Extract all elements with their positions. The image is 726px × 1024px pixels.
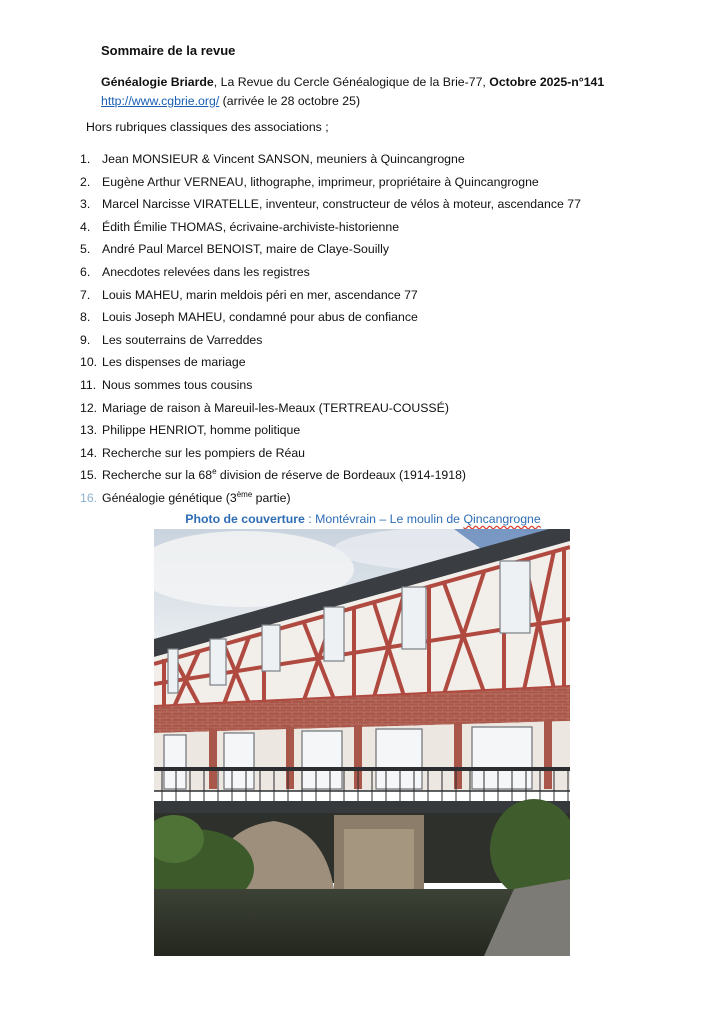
toc-item-text (102, 487, 291, 510)
toc-item (0, 419, 700, 442)
caption-text: : Montévrain – Le moulin de (304, 512, 464, 526)
toc-item (0, 442, 700, 465)
toc-item-number: 5. (80, 242, 91, 257)
toc-item (0, 216, 700, 239)
superscript: e (212, 467, 217, 477)
toc-item-number: 15. (80, 468, 98, 483)
toc-item (0, 193, 700, 216)
toc-item-text: Philippe HENRIOT, homme politique (102, 423, 301, 438)
toc-item-text: Les souterrains de Varreddes (102, 332, 263, 347)
toc-item-number: 16. (80, 490, 98, 505)
toc-item-text: Les dispenses de mariage (102, 355, 246, 370)
toc-item-number: 4. (80, 219, 91, 234)
toc-item (0, 351, 700, 374)
toc-item (0, 374, 700, 397)
toc-item-text: Louis Joseph MAHEU, condamné pour abus de confiance (102, 310, 418, 325)
superscript: ème (236, 489, 253, 499)
toc-item-text: Marcel Narcisse VIRATELLE, inventeur, constructeur de vélos à moteur, ascendance 77 (102, 197, 581, 212)
toc-item (0, 329, 700, 352)
toc-item (0, 171, 700, 194)
toc-item (0, 306, 700, 329)
toc-item-text: Eugène Arthur VERNEAU, lithographe, imprimeur, propriétaire à Quincangrogne (102, 174, 539, 189)
issue-number: Octobre 2025-n°141 (489, 75, 605, 89)
toc-item-text: Mariage de raison à Mareuil-les-Meaux (TERTREAU-COUSSÉ) (102, 400, 449, 415)
toc-item-text: Louis MAHEU, marin meldois péri en mer, ascendance 77 (102, 287, 418, 302)
caption-label: Photo de couverture (185, 512, 305, 526)
toc-item-text: Nous sommes tous cousins (102, 377, 253, 392)
toc-item-number: 11. (80, 377, 97, 392)
toc-item-number: 2. (80, 174, 91, 189)
journal-reference (101, 73, 701, 111)
journal-description: , La Revue du Cercle Généalogique de la Brie-77, (213, 75, 490, 89)
toc-item-number: 14. (80, 445, 98, 460)
toc-item-number: 10. (80, 355, 98, 370)
toc-item-number: 1. (80, 152, 91, 166)
website-link[interactable]: http://www.cgbrie.org/ (101, 94, 220, 108)
toc-item-text-part: division de réserve de Bordeaux (1914-1918) (216, 468, 467, 483)
toc-item (0, 464, 700, 487)
toc-item-text: Jean MONSIEUR & Vincent SANSON, meuniers à Quincangrogne (102, 152, 465, 166)
intro-text: Hors rubriques classiques des associations ; (86, 120, 329, 134)
toc-item-text-part: Recherche sur la 68 (102, 468, 213, 483)
cover-photo (154, 529, 570, 956)
toc-item (0, 238, 700, 261)
caption-place: Qincangrogne (463, 512, 541, 526)
photo-caption (0, 512, 726, 526)
table-of-contents (0, 148, 700, 510)
toc-item-text-part: partie) (252, 490, 291, 505)
toc-item-number: 13. (80, 423, 98, 438)
journal-name: Généalogie Briarde (101, 75, 214, 89)
toc-item-text: Anecdotes relevées dans les registres (102, 264, 310, 279)
toc-item (0, 261, 700, 284)
toc-item (0, 397, 700, 420)
toc-item (0, 487, 700, 510)
toc-item-number: 12. (80, 400, 98, 415)
toc-item (0, 284, 700, 307)
toc-item-text-part: Généalogie génétique (3 (102, 490, 237, 505)
arrival-date: (arrivée le 28 octobre 25) (219, 94, 361, 108)
toc-item-number: 9. (80, 332, 91, 347)
page-title: Sommaire de la revue (101, 43, 236, 58)
toc-item-text: Recherche sur les pompiers de Réau (102, 445, 306, 460)
toc-item-text: Édith Émilie THOMAS, écrivaine-archiviste-historienne (102, 219, 400, 234)
toc-item-text (102, 464, 466, 487)
toc-item-text: André Paul Marcel BENOIST, maire de Claye-Souilly (102, 242, 390, 257)
toc-item-number: 6. (80, 264, 91, 279)
toc-item-number: 8. (80, 310, 91, 325)
toc-item-number: 7. (80, 287, 91, 302)
toc-item-number: 3. (80, 197, 91, 212)
toc-item (0, 148, 700, 171)
